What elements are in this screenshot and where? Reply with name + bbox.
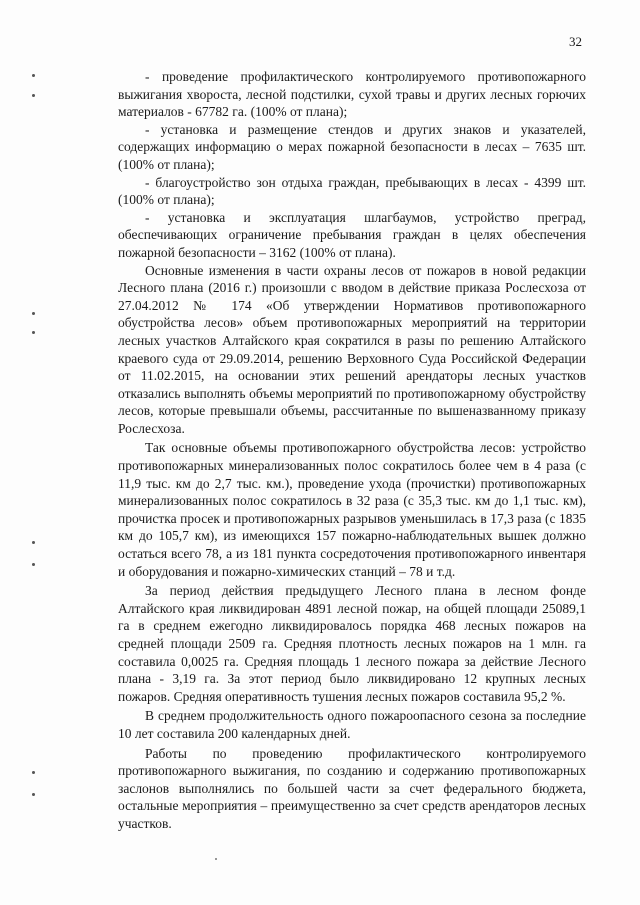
paragraph-fire-statistics: За период действия предыдущего Лесного плана в лесном фонде Алтайского края ликвидирован 4891 лесной пожар, на общей площади 25089,1 га в среднем ежегодно ликвидировалось порядка 468 лесных пожаров на средней площади 2509 га. Средняя плотность лесных пожаров на 1 млн. га составила 0,0025 га. Средняя площадь 1 лесного пожара за действие Лесного плана - 3,19 га. За этот период было ликвидировано 12 крупных лесных пожаров. Средняя оперативность тушения лесных пожаров составила 95,2 %.	[118, 583, 586, 704]
margin-mark	[32, 771, 35, 774]
margin-mark	[32, 331, 35, 334]
list-item-stands: - установка и размещение стендов и других знаков и указателей, содержащих информацию о мерах пожарной безопасности в лесах – 7635 шт. (100% от плана);	[118, 121, 586, 172]
paragraph-season-length: В среднем продолжительность одного пожароопасного сезона за последние 10 лет составила 200 календарных дней.	[118, 708, 586, 741]
margin-mark	[32, 94, 35, 97]
margin-mark	[32, 74, 35, 77]
margin-mark	[32, 541, 35, 544]
margin-mark	[32, 563, 35, 566]
document-body	[118, 68, 586, 833]
list-item-barriers: - установка и эксплуатация шлагбаумов, устройство преград, обеспечивающих ограничение пребывания граждан в целях обеспечения пожарной безопасности – 3162 (100% от плана).	[118, 209, 586, 260]
list-item-burning: - проведение профилактического контролируемого противопожарного выжигания хвороста, лесной подстилки, сухой травы и других лесных горючих материалов - 67782 га. (100% от плана);	[118, 69, 586, 120]
scan-speck	[215, 858, 217, 860]
paragraph-financing: Работы по проведению профилактического контролируемого противопожарного выжигания, по созданию и содержанию противопожарных заслонов выполнялись по большей части за счет федерального бюджета, остальные мероприятия – преимущественно за счет средств арендаторов лесных участков.	[118, 745, 586, 831]
list-item-recreation-zones: - благоустройство зон отдыха граждан, пребывающих в лесах - 4399 шт. (100% от плана);	[118, 174, 586, 208]
margin-mark	[32, 793, 35, 796]
paragraph-plan-changes: Основные изменения в части охраны лесов от пожаров в новой редакции Лесного плана (2016 г.) произошли с вводом в действие приказа Рослесхоза от 27.04.2012 № 174 «Об утверждении Нормативов противопожарного обустройства лесов» объем противопожарных мероприятий на территории лесных участков Алтайского края сократился в разы по решению Алтайского краевого суда от 29.09.2014, решению Верховного Суда Российской Федерации от 11.02.2015, на основании этих решений арендаторы лесных участков отказались выполнять объемы мероприятий по противопожарному обустройству лесов, которые превышали объемы, рассчитанные по вышеназванному приказу Рослесхоза.	[118, 262, 586, 436]
paragraph-volumes: Так основные объемы противопожарного обустройства лесов: устройство противопожарных минерализованных полос сократилось более чем в 4 раза (с 11,9 тыс. км до 2,7 тыс. км.), проведение ухода (прочистки) противопожарных минерализованных полос сократилось в 32 раза (с 35,3 тыс. км до 1,1 тыс. км), прочистка просек и противопожарных разрывов уменьшилась в 17,3 раза (с 1835 км до 105,7 км), из имеющихся 157 пожарно-наблюдательных вышек должно остаться всего 78, а из 181 пункта сосредоточения противопожарного инвентаря и оборудования и пожарно-химических станций – 78 и т.д.	[118, 440, 586, 579]
page-number: 32	[569, 34, 582, 49]
margin-mark	[32, 312, 35, 315]
